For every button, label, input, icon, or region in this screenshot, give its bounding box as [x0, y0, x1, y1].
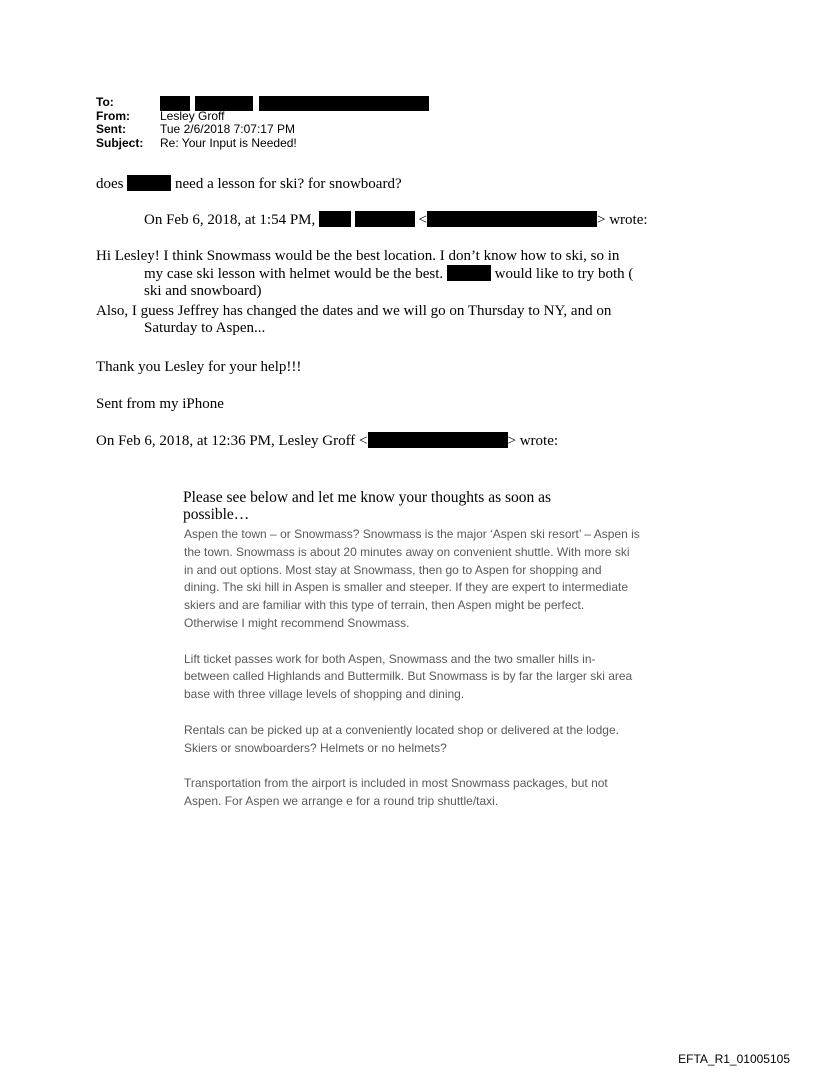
reply1-header-lt: < — [418, 212, 427, 228]
redaction — [368, 432, 508, 448]
redaction — [427, 211, 597, 227]
question-post: need a lesson for ski? for snowboard? — [175, 176, 402, 192]
sent-row — [96, 123, 429, 137]
question-line — [96, 175, 402, 193]
document-id: EFTA_R1_01005105 — [678, 1052, 790, 1066]
from-label: From: — [96, 108, 130, 123]
redaction — [355, 211, 415, 227]
reply2-header — [96, 432, 558, 450]
redaction — [319, 211, 351, 227]
reply1-line-post: would like to try both ( — [494, 266, 634, 282]
subject-label: Subject: — [96, 135, 144, 150]
reply1-header-pre: On Feb 6, 2018, at 1:54 PM, — [144, 212, 316, 228]
to-label: To: — [96, 95, 114, 109]
redaction — [259, 96, 429, 111]
reply1-line: Saturday to Aspen... — [144, 320, 266, 336]
signature-line: Sent from my iPhone — [96, 396, 224, 412]
subject-row — [96, 137, 429, 151]
subject-value: Re: Your Input is Needed! — [160, 135, 297, 150]
from-value: Lesley Groff — [160, 108, 225, 123]
from-row — [96, 110, 429, 124]
reply1-line — [96, 265, 633, 283]
reply1-line-pre: my case ski lesson with helmet would be the best. — [144, 266, 444, 282]
quoted-title: Please see below and let me know your thoughts as soon as possible… — [183, 489, 552, 523]
sent-label: Sent: — [96, 122, 126, 136]
quoted-body — [184, 526, 640, 829]
reply1-paragraph-1 — [96, 248, 633, 300]
reply2-header-pre: On Feb 6, 2018, at 12:36 PM, Lesley Groff < — [96, 433, 368, 449]
quoted-paragraph: Transportation from the airport is included in most Snowmass packages, but not Aspen. For Aspen we arrange e for a round trip shuttle/taxi. — [184, 776, 608, 808]
reply1-line: Also, I guess Jeffrey has changed the dates and we will go on Thursday to NY, and on — [96, 303, 612, 319]
reply1-line: ski and snowboard) — [144, 283, 262, 299]
quoted-paragraph: Lift ticket passes work for both Aspen, Snowmass and the two smaller hills in-between called Highlands and Buttermilk. But Snowmass is by far the larger ski area base with three village levels of shopping and dining. — [184, 651, 633, 702]
reply1-header — [144, 211, 648, 229]
redaction — [447, 265, 491, 281]
reply1-line: Hi Lesley! I think Snowmass would be the best location. I don’t know how to ski, so in — [96, 248, 620, 264]
thanks-line: Thank you Lesley for your help!!! — [96, 359, 302, 375]
to-value — [160, 96, 429, 110]
quoted-paragraph: Aspen the town – or Snowmass? Snowmass is the major ‘Aspen ski resort’ – Aspen is the town. Snowmass is about 20 minutes away on convenient shuttle. With more ski in and out options. Most stay at Snowmass, then go to Aspen for shopping and dining. The ski hill in Aspen is smaller and steeper. If they are expert to intermediate skiers and are familiar with this type of terrain, then Aspen might be perfect. Otherwise I might recommend Snowmass. — [184, 527, 640, 630]
reply1-header-post: > wrote: — [596, 212, 648, 228]
quoted-paragraph: Rentals can be picked up at a conveniently located shop or delivered at the lodge. Skiers or snowboarders? Helmets or no helmets? — [184, 722, 619, 755]
to-row — [96, 96, 429, 110]
reply1-paragraph-2 — [96, 303, 611, 337]
reply2-header-post: > wrote: — [507, 433, 559, 449]
email-header — [96, 96, 429, 150]
question-pre: does — [96, 176, 124, 192]
sent-value: Tue 2/6/2018 7:07:17 PM — [160, 122, 295, 136]
redaction — [127, 175, 171, 191]
